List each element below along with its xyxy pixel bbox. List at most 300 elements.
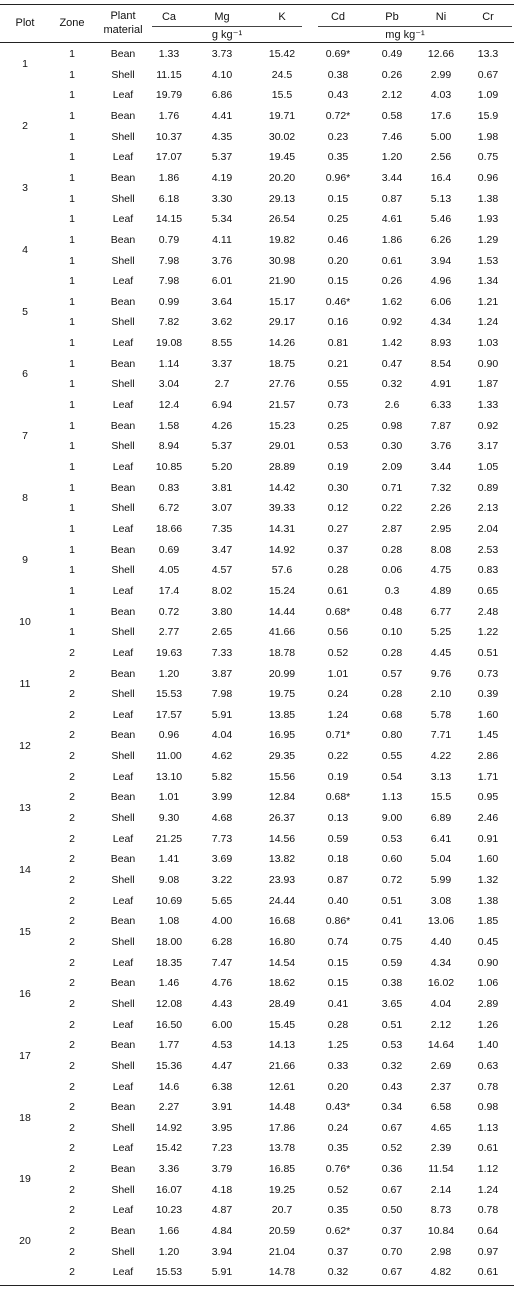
cell-zone: 1 [69,213,75,226]
cell-cd: 0.22 [327,750,349,763]
cell-pb: 9.00 [381,812,403,824]
header-unit-mg: mg kg⁻¹ [385,29,425,41]
cell-ca: 14.92 [155,1121,183,1134]
cell-pb: 0.36 [381,1163,403,1176]
cell-ni: 6.26 [430,233,452,246]
cell-mg: 4.18 [211,1183,233,1196]
cell-k: 20.99 [268,667,296,680]
cell-cd: 0.86* [325,915,351,928]
cell-cr: 1.71 [477,770,499,783]
cell-ca: 15.53 [155,688,183,701]
cell-zone: 2 [69,708,75,721]
cell-k: 21.04 [268,1245,296,1258]
cell-zone: 1 [69,337,75,350]
cell-pb: 0.67 [381,1121,403,1134]
cell-ni: 3.08 [430,894,452,907]
cell-ni: 4.22 [430,750,452,763]
cell-material: Leaf [112,1266,134,1279]
cell-pb: 0.67 [381,1266,403,1279]
cell-zone: 1 [69,419,75,432]
cell-ni: 5.78 [430,708,452,721]
cell-material: Bean [110,667,136,680]
cell-material: Leaf [112,956,134,969]
plot-label: 18 [19,1111,31,1124]
plot-label: 11 [19,677,31,690]
cell-cd: 0.38 [327,68,349,81]
cell-cd: 0.87 [327,874,349,886]
cell-cr: 1.06 [477,977,499,990]
cell-material: Leaf [112,151,134,164]
cell-ca: 21.25 [155,832,183,845]
cell-cd: 1.01 [327,667,349,680]
cell-zone: 1 [69,192,75,205]
cell-k: 20.7 [271,1204,293,1217]
cell-pb: 0.34 [381,1101,403,1114]
cell-cr: 2.48 [477,605,499,618]
cell-mg: 6.00 [211,1018,233,1031]
cell-k: 14.13 [268,1039,296,1052]
cell-ni: 9.76 [430,667,452,680]
cell-zone: 1 [69,68,75,81]
cell-ni: 11.54 [428,1163,454,1176]
cell-cr: 1.38 [477,192,499,205]
cell-ni: 17.6 [430,109,452,122]
plot-label: 5 [22,306,28,319]
cell-ni: 5.13 [430,192,452,205]
cell-pb: 2.87 [381,523,403,535]
cell-k: 15.23 [268,419,296,432]
cell-cr: 1.24 [477,1183,499,1196]
cell-pb: 2.09 [381,461,403,473]
cell-ni: 4.40 [430,935,452,948]
cell-pb: 0.71 [381,481,403,494]
cell-pb: 0.22 [381,502,403,515]
cell-pb: 1.86 [381,233,403,246]
cell-cd: 0.62* [325,1225,351,1237]
cell-mg: 3.07 [211,502,233,515]
cell-ni: 7.71 [430,729,452,742]
cell-mg: 4.26 [211,419,233,432]
cell-cr: 1.53 [477,254,499,267]
cell-cd: 0.19 [327,461,349,473]
cell-ca: 19.79 [155,89,183,102]
cell-material: Shell [111,1121,135,1134]
cell-ca: 11.00 [156,750,182,763]
header-plant-material-line1: Plant [110,10,136,22]
cell-ni: 4.03 [430,89,452,102]
cell-material: Leaf [112,89,134,102]
cell-pb: 3.44 [381,171,403,184]
cell-material: Bean [110,357,136,370]
cell-k: 19.25 [268,1183,296,1196]
plot-label: 9 [22,553,28,566]
cell-ca: 7.98 [158,275,180,288]
cell-pb: 0.26 [381,68,403,81]
cell-mg: 7.47 [211,956,233,969]
cell-material: Shell [111,874,135,886]
cell-ni: 4.91 [430,378,452,391]
plot-label: 2 [22,120,28,133]
cell-ca: 1.08 [158,915,180,928]
cell-ni: 4.45 [430,646,452,659]
cell-ca: 1.76 [158,109,180,122]
cell-zone: 2 [69,915,75,928]
table-bottom-border [0,1285,514,1286]
cell-mg: 3.87 [211,667,233,680]
cell-mg: 3.99 [211,791,233,804]
cell-cr: 1.60 [477,708,499,721]
cell-cd: 0.15 [327,977,349,990]
cell-material: Leaf [112,461,134,473]
cell-ca: 0.72 [158,605,180,618]
cell-cr: 1.21 [477,295,499,308]
cell-cr: 1.22 [477,626,499,639]
cell-cd: 0.81 [327,337,349,350]
cell-pb: 0.28 [381,543,403,556]
cell-cr: 1.98 [477,130,499,143]
cell-ca: 2.27 [158,1101,180,1114]
cell-material: Leaf [112,1204,134,1217]
cell-zone: 1 [69,481,75,494]
cell-material: Bean [110,1163,136,1176]
cell-mg: 2.65 [211,626,233,639]
cell-ni: 2.37 [430,1080,452,1093]
cell-zone: 2 [69,1204,75,1217]
cell-pb: 0.87 [381,192,403,205]
cell-cd: 0.32 [327,1266,349,1279]
cell-material: Bean [110,729,136,742]
cell-mg: 3.81 [211,481,233,494]
cell-pb: 0.67 [381,1183,403,1196]
cell-k: 15.17 [268,295,296,308]
cell-ca: 1.20 [158,1245,180,1258]
cell-pb: 0.51 [381,1018,403,1031]
cell-k: 19.82 [268,233,296,246]
header-mg: Mg [214,11,230,23]
cell-material: Bean [110,171,136,184]
cell-ni: 5.25 [430,626,452,639]
cell-k: 29.35 [268,750,296,763]
cell-pb: 0.72 [381,874,403,886]
cell-mg: 4.10 [211,68,233,81]
cell-pb: 0.51 [381,894,403,907]
cell-pb: 0.28 [381,646,403,659]
cell-zone: 1 [69,254,75,267]
cell-ca: 4.05 [158,564,180,577]
cell-ca: 3.04 [158,378,180,391]
cell-k: 18.78 [268,646,296,659]
cell-zone: 2 [69,997,75,1010]
cell-cr: 0.90 [477,956,499,969]
cell-ni: 3.44 [430,461,452,473]
cell-mg: 4.62 [211,750,233,763]
cell-cr: 1.09 [477,89,499,102]
cell-k: 26.54 [268,213,296,226]
cell-k: 19.45 [268,151,296,164]
cell-cr: 2.89 [477,997,499,1010]
cell-cr: 2.13 [477,502,499,515]
cell-zone: 2 [69,729,75,742]
cell-ni: 2.14 [430,1183,452,1196]
cell-ca: 6.72 [158,502,180,515]
cell-cd: 0.15 [327,192,349,205]
plot-label: 6 [22,368,28,381]
cell-ca: 19.08 [155,337,183,350]
cell-k: 16.95 [268,729,296,742]
cell-mg: 8.55 [211,337,233,350]
cell-ni: 2.99 [430,68,452,81]
cell-zone: 2 [69,1183,75,1196]
cell-cr: 2.86 [477,750,499,763]
cell-zone: 1 [69,626,75,639]
cell-zone: 1 [69,109,75,122]
cell-cd: 0.41 [327,997,349,1010]
cell-zone: 2 [69,874,75,886]
cell-mg: 4.43 [211,997,233,1010]
cell-mg: 2.7 [214,378,230,391]
cell-mg: 3.76 [211,254,233,267]
cell-pb: 0.50 [381,1204,403,1217]
cell-material: Leaf [112,646,134,659]
cell-ca: 0.99 [158,295,180,308]
cell-material: Leaf [112,523,134,535]
cell-material: Shell [111,997,135,1010]
cell-ca: 8.94 [158,440,180,453]
cell-cr: 1.29 [477,233,499,246]
cell-cd: 0.27 [327,523,349,535]
cell-cd: 0.24 [327,1121,349,1134]
cell-material: Shell [111,130,135,143]
cell-mg: 4.53 [211,1039,233,1052]
cell-cr: 1.87 [477,378,499,391]
cell-pb: 0.75 [381,935,403,948]
cell-material: Shell [111,1059,135,1072]
cell-material: Bean [110,233,136,246]
cell-ni: 2.98 [430,1245,452,1258]
cell-mg: 3.30 [211,192,233,205]
cell-k: 15.5 [271,89,293,102]
cell-cd: 0.35 [327,1142,349,1155]
cell-ni: 5.46 [430,213,452,226]
cell-material: Leaf [112,1080,134,1093]
cell-cd: 0.15 [327,956,349,969]
cell-ni: 7.87 [430,419,452,432]
cell-cr: 0.61 [477,1142,499,1155]
cell-cd: 0.40 [327,894,349,907]
cell-k: 30.98 [268,254,296,267]
cell-cd: 0.56 [327,626,349,639]
cell-ca: 1.77 [158,1039,180,1052]
cell-mg: 6.86 [211,89,233,102]
header-cd: Cd [330,11,346,23]
cell-ni: 2.10 [430,688,452,701]
cell-cd: 0.43* [325,1101,351,1114]
cell-cd: 0.30 [327,481,349,494]
cell-material: Leaf [112,399,134,411]
cell-zone: 1 [69,543,75,556]
cell-mg: 4.47 [211,1059,233,1072]
cell-ni: 6.33 [430,399,452,411]
cell-ni: 4.89 [430,584,452,597]
cell-ni: 3.13 [430,770,452,783]
cell-pb: 0.59 [381,956,403,969]
cell-cd: 0.25 [327,213,349,226]
cell-k: 15.45 [268,1018,296,1031]
cell-pb: 1.62 [381,295,403,308]
cell-k: 23.93 [268,874,296,886]
cell-cr: 1.24 [477,316,499,329]
cell-zone: 2 [69,646,75,659]
cell-mg: 8.02 [211,584,233,597]
cell-pb: 0.52 [381,1142,403,1155]
cell-mg: 5.91 [211,708,233,721]
cell-cr: 1.26 [477,1018,499,1031]
cell-k: 14.26 [268,337,296,350]
cell-k: 14.48 [268,1101,296,1114]
cell-ca: 0.96 [158,729,180,742]
cell-pb: 0.41 [381,915,403,928]
cell-ni: 3.76 [430,440,452,453]
cell-mg: 7.73 [211,832,233,845]
cell-ni: 7.32 [430,481,452,494]
cell-zone: 2 [69,1245,75,1258]
cell-cr: 13.3 [477,48,499,60]
cell-zone: 1 [69,233,75,246]
cell-material: Shell [111,935,135,948]
header-plot: Plot [15,17,35,29]
cell-material: Leaf [112,708,134,721]
cell-mg: 3.22 [211,874,233,886]
cell-mg: 5.34 [211,213,233,226]
cell-material: Shell [111,1183,135,1196]
cell-cd: 0.35 [327,1204,349,1217]
cell-cr: 0.95 [477,791,499,804]
cell-cr: 1.32 [477,874,499,886]
cell-mg: 3.95 [211,1121,233,1134]
cell-mg: 7.23 [211,1142,233,1155]
cell-cr: 0.97 [477,1245,499,1258]
plot-label: 10 [19,615,31,628]
cell-ca: 15.42 [155,1142,183,1155]
cell-zone: 2 [69,770,75,783]
cell-ca: 7.98 [158,254,180,267]
cell-mg: 7.98 [211,688,233,701]
cell-mg: 3.91 [211,1101,233,1114]
plot-label: 17 [19,1049,31,1062]
cell-material: Bean [110,295,136,308]
cell-mg: 3.64 [211,295,233,308]
cell-mg: 4.57 [211,564,233,577]
cell-ca: 1.14 [158,357,180,370]
cell-ca: 10.85 [155,461,183,473]
cell-ni: 4.34 [430,316,452,329]
cell-material: Shell [111,316,135,329]
cell-ca: 1.01 [158,791,180,804]
cell-k: 12.61 [268,1080,296,1093]
cell-zone: 2 [69,1059,75,1072]
cell-zone: 2 [69,1018,75,1031]
cell-material: Leaf [112,584,134,597]
cell-ca: 6.18 [158,192,180,205]
cell-cd: 0.23 [327,130,349,143]
cell-material: Bean [110,109,136,122]
cell-k: 30.02 [268,130,296,143]
cell-mg: 4.41 [211,109,233,122]
cell-ca: 19.63 [155,646,183,659]
cell-ni: 2.12 [430,1018,452,1031]
cell-k: 27.76 [268,378,296,391]
cell-zone: 1 [69,564,75,577]
cell-cd: 0.52 [327,646,349,659]
cell-mg: 3.62 [211,316,233,329]
cell-zone: 1 [69,316,75,329]
cell-pb: 0.92 [381,316,403,329]
cell-material: Bean [110,481,136,494]
cell-pb: 1.42 [381,337,403,350]
cell-ni: 13.06 [427,915,455,928]
cell-k: 15.56 [268,770,296,783]
cell-zone: 2 [69,853,75,866]
cell-ni: 6.89 [430,812,452,824]
cell-k: 20.59 [268,1225,296,1237]
cell-k: 14.56 [268,832,296,845]
cell-cd: 0.59 [327,832,349,845]
cell-k: 41.66 [268,626,296,639]
cell-zone: 2 [69,667,75,680]
cell-cr: 1.93 [477,213,499,226]
cell-pb: 0.80 [381,729,403,742]
cell-mg: 4.19 [211,171,233,184]
cell-material: Leaf [112,894,134,907]
cell-k: 16.85 [268,1163,296,1176]
cell-ni: 12.66 [427,48,455,60]
cell-material: Bean [110,543,136,556]
cell-cd: 0.68* [325,605,351,618]
plot-label: 3 [22,182,28,195]
cell-k: 13.85 [268,708,296,721]
cell-cr: 0.78 [477,1080,499,1093]
cell-cr: 0.83 [477,564,499,577]
cell-ni: 8.73 [430,1204,452,1217]
cell-pb: 0.38 [381,977,403,990]
cell-cd: 0.12 [327,502,349,515]
cell-cd: 0.35 [327,151,349,164]
cell-mg: 3.37 [211,357,233,370]
cell-pb: 0.54 [381,770,403,783]
cell-k: 29.17 [268,316,296,329]
cell-mg: 4.00 [211,915,233,928]
cell-mg: 4.11 [212,233,232,246]
cell-pb: 0.26 [381,275,403,288]
cell-mg: 4.84 [211,1225,233,1237]
cell-material: Shell [111,378,135,391]
cell-pb: 4.61 [381,213,403,226]
unit-underline-left [152,26,302,27]
cell-pb: 0.28 [381,688,403,701]
cell-cr: 0.75 [477,151,499,164]
cell-ca: 17.4 [158,584,180,597]
plot-label: 8 [22,492,28,504]
header-plant-material-line2: material [103,24,143,36]
cell-ni: 4.96 [430,275,452,288]
cell-cd: 0.18 [327,853,349,866]
cell-material: Bean [110,1101,136,1114]
cell-mg: 4.68 [211,812,233,824]
cell-k: 15.24 [268,584,296,597]
cell-cr: 1.34 [477,275,499,288]
cell-material: Shell [111,192,135,205]
cell-pb: 0.53 [381,832,403,845]
